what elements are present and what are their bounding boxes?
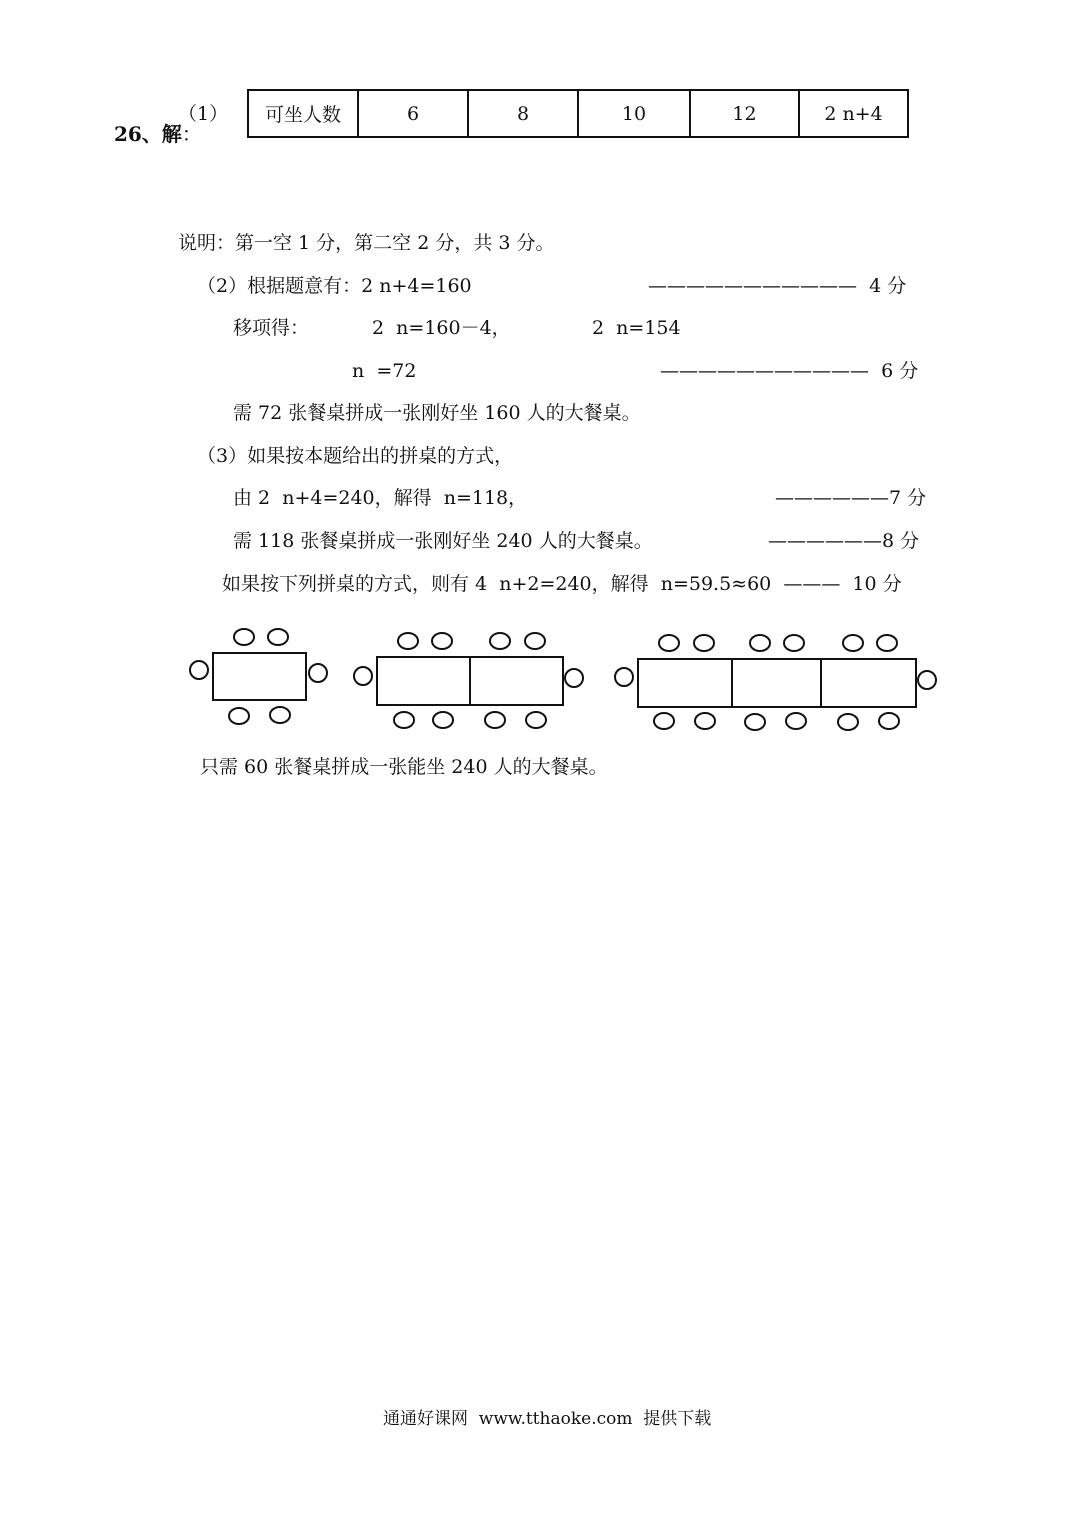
part3-alternative: 如果按下列拼桌的方式，则有 4 n+2=240，解得 n=59.5≈60 ——— 10 分	[222, 573, 902, 595]
seat-circle	[750, 635, 770, 651]
seat-circle	[485, 712, 505, 728]
seat-circle	[354, 667, 372, 685]
seat-circle	[659, 635, 679, 651]
part2-move-eq2: 2 n=154	[592, 317, 681, 339]
table-cell: 6	[358, 90, 468, 137]
seat-circle	[695, 713, 715, 729]
part3-conclusion: 需 118 张餐桌拼成一张刚好坐 240 人的大餐桌。	[233, 530, 653, 552]
part2-conclusion: 需 72 张餐桌拼成一张刚好坐 160 人的大餐桌。	[233, 402, 641, 424]
part2-n-value: n =72	[352, 360, 417, 382]
final-conclusion: 只需 60 张餐桌拼成一张能坐 240 人的大餐桌。	[200, 756, 608, 778]
seat-circle	[229, 708, 249, 724]
seat-circle	[918, 671, 936, 689]
table-cell: 10	[578, 90, 690, 137]
seat-circle	[432, 633, 452, 649]
part2-move-eq1: 2 n=160－4，	[372, 317, 511, 339]
part1-marker: （1）	[178, 103, 229, 125]
seat-circle	[433, 712, 453, 728]
table-cell: 12	[690, 90, 799, 137]
seat-circle	[394, 712, 414, 728]
seat-circle	[268, 629, 288, 645]
seat-circle	[838, 714, 858, 730]
single-table-figure	[190, 629, 327, 724]
part3-score-7: ——————7 分	[775, 487, 927, 509]
seat-circle	[309, 664, 327, 682]
footer-source: 通通好课网 www.tthaoke.com 提供下载	[383, 1409, 712, 1429]
seat-circle	[525, 633, 545, 649]
problem-label: 26、解	[113, 122, 182, 146]
part2-score-6: ——————————— 6 分	[660, 360, 919, 382]
seat-circle	[190, 661, 208, 679]
scoring-note: 说明：第一空 1 分，第二空 2 分，共 3 分。	[178, 232, 555, 254]
seat-circle	[490, 633, 510, 649]
table-rect	[638, 659, 916, 707]
part2-intro: （2）根据题意有：2 n+4=160	[197, 275, 472, 297]
part3-intro: （3）如果按本题给出的拼桌的方式，	[197, 445, 514, 467]
seat-circle	[565, 669, 583, 687]
three-table-figure	[615, 635, 936, 730]
table-rect	[213, 653, 306, 700]
seat-circle	[784, 635, 804, 651]
seat-circle	[270, 707, 290, 723]
table-cell: 8	[468, 90, 578, 137]
seat-circle	[615, 668, 633, 686]
part2-score-4: ——————————— 4 分	[648, 275, 907, 297]
seat-circle	[786, 713, 806, 729]
seat-circle	[877, 635, 897, 651]
seat-circle	[654, 713, 674, 729]
seat-circle	[398, 633, 418, 649]
table-header-cell: 可坐人数	[248, 90, 358, 137]
seat-circle	[843, 635, 863, 651]
seat-circle	[745, 714, 765, 730]
part2-move-label: 移项得：	[233, 317, 310, 339]
seat-circle	[879, 713, 899, 729]
part3-equation: 由 2 n+4=240，解得 n=118，	[233, 487, 528, 509]
two-table-figure	[354, 633, 583, 728]
seat-circle	[234, 629, 254, 645]
table-cell: 2 n+4	[799, 90, 908, 137]
problem-colon: ：	[181, 122, 202, 146]
part3-score-8: ——————8 分	[768, 530, 920, 552]
seat-circle	[526, 712, 546, 728]
seat-circle	[694, 635, 714, 651]
